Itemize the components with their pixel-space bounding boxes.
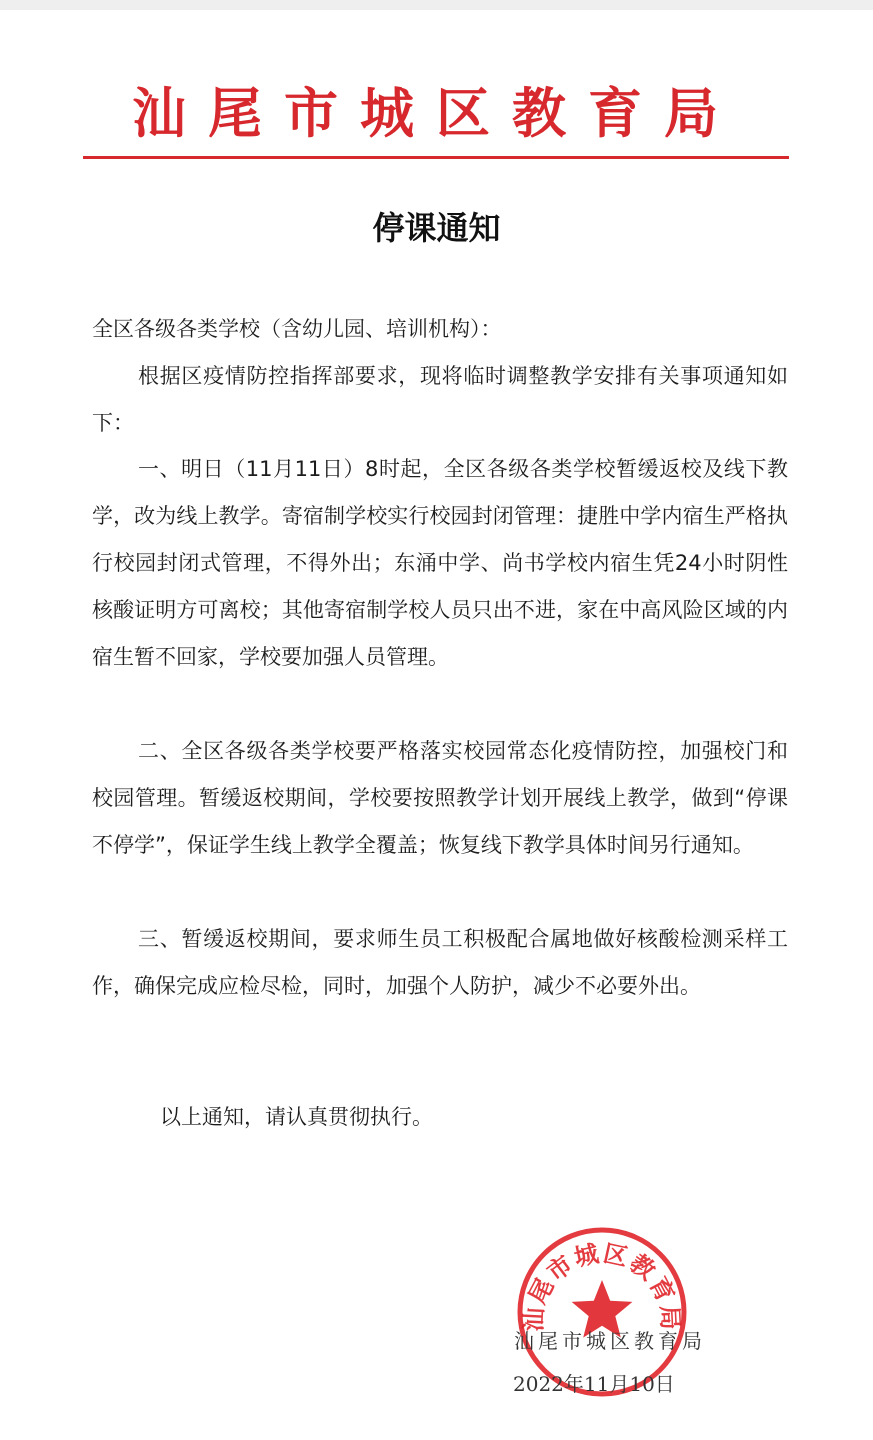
letterhead-title: 汕尾市城区教育局 [132,81,740,145]
top-status-strip [0,0,873,10]
notice-paragraph-one: 一、明日（11月11日）8时起，全区各级各类学校暂缓返校及线下教学，改为线上教学。寄宿制学校实行校园封闭管理：捷胜中学内宿生严格执行校园封闭式管理，不得外出；东涌中学、尚书学校内宿生凭24小时阴性核酸证明方可离校；其他寄宿制学校人员只出不进，家在中高风险区域的内宿生暂不回家，学校要加强人员管理。 [92,457,788,669]
notice-addressee: 全区各级各类学校（含幼儿园、培训机构）： [92,317,502,341]
notice-title: 停课通知 [372,209,501,247]
signature-date: 2022年11月10日 [513,1372,675,1396]
notice-paragraph-two: 二、全区各级各类学校要严格落实校园常态化疫情防控，加强校门和校园管理。暂缓返校期间，学校要按照教学计划开展线上教学，做到“停课不停学”，保证学生线上教学全覆盖；恢复线下教学具体时间另行通知。 [92,739,788,857]
letterhead-rule [83,156,789,159]
notice-paragraph-intro: 根据区疫情防控指挥部要求，现将临时调整教学安排有关事项通知如下： [92,364,788,435]
notice-paragraph-three: 三、暂缓返校期间，要求师生员工积极配合属地做好核酸检测采样工作，确保完成应检尽检，同时，加强个人防护，减少不必要外出。 [92,927,788,998]
svg-text:汕尾市城区教育局: 汕尾市城区教育局 [518,1238,686,1333]
notice-closing: 以上通知，请认真贯彻执行。 [160,1105,433,1129]
signature-organization: 汕尾市城区教育局 [514,1329,706,1353]
